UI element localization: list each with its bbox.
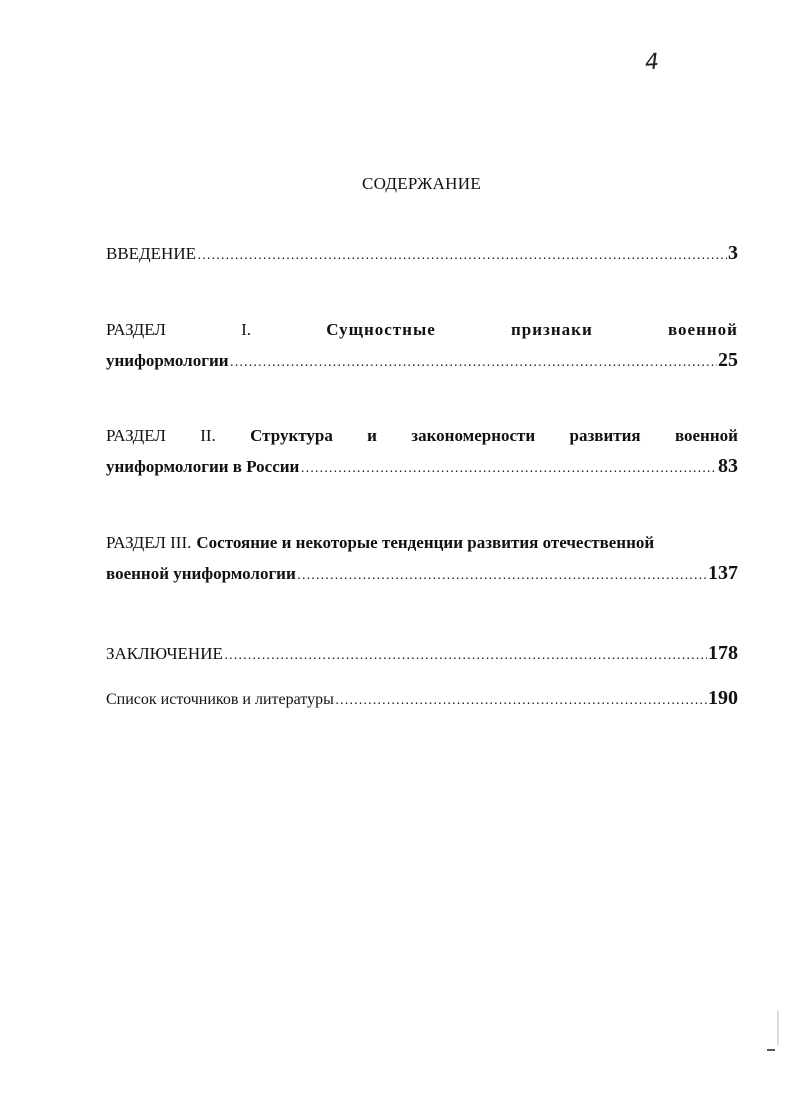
toc-title-word: военной: [674, 426, 738, 445]
scan-artifact: [767, 1049, 775, 1051]
toc-entry-label: униформологии: [106, 351, 229, 370]
toc-title-word: Структура: [250, 426, 333, 445]
toc-page-number: 190: [708, 687, 738, 709]
toc-section-numeral: II.: [200, 426, 216, 445]
toc-entry-bibliography[interactable]: [106, 683, 738, 716]
toc-page-number: 178: [708, 642, 738, 664]
toc-leader-dots: [230, 346, 717, 378]
toc-title-word: Сущностные: [326, 320, 436, 339]
toc-leader-dots: [297, 559, 707, 591]
toc-entry-label: военной униформологии: [106, 564, 296, 583]
toc-entry-label: Список источников и литературы: [106, 691, 334, 708]
toc-title-word: признаки: [511, 320, 593, 339]
page-title: СОДЕРЖАНИЕ: [361, 174, 482, 193]
toc-entry-label: униформологии в России: [106, 457, 300, 476]
toc-entry-section-2[interactable]: [106, 421, 738, 484]
toc-section-numeral: I.: [241, 320, 252, 339]
toc-entry-label: ЗАКЛЮЧЕНИЕ: [106, 644, 223, 663]
toc-entry-conclusion[interactable]: [106, 638, 738, 671]
handwritten-page-number: 4: [644, 49, 660, 76]
toc-page-number: 83: [718, 455, 738, 477]
toc-section-prefix: РАЗДЕЛ: [106, 320, 166, 339]
toc-title-word: и: [367, 426, 377, 445]
toc-title-word: закономерности: [411, 426, 536, 445]
toc-page-number: 137: [708, 562, 738, 584]
toc-leader-dots: [224, 639, 707, 671]
toc-entry-introduction[interactable]: [106, 238, 738, 271]
toc-title-word: развития: [569, 426, 641, 445]
toc-entry-section-3[interactable]: [106, 528, 738, 591]
scan-artifact: [777, 1010, 779, 1045]
toc-leader-dots: [300, 452, 717, 484]
toc-page-number: 3: [728, 242, 738, 264]
toc-section-prefix: РАЗДЕЛ: [106, 426, 166, 445]
toc-entry-label: ВВЕДЕНИЕ: [106, 244, 196, 263]
toc-title-word: военной: [667, 320, 738, 339]
toc-leader-dots: [197, 239, 727, 271]
toc-section-prefix: РАЗДЕЛ III.: [106, 533, 192, 552]
toc-entry-section-1[interactable]: [106, 315, 738, 378]
toc-page-number: 25: [718, 349, 738, 371]
toc-section-title: Состояние и некоторые тенденции развития отечественной: [196, 533, 655, 552]
toc-leader-dots: [335, 684, 707, 716]
